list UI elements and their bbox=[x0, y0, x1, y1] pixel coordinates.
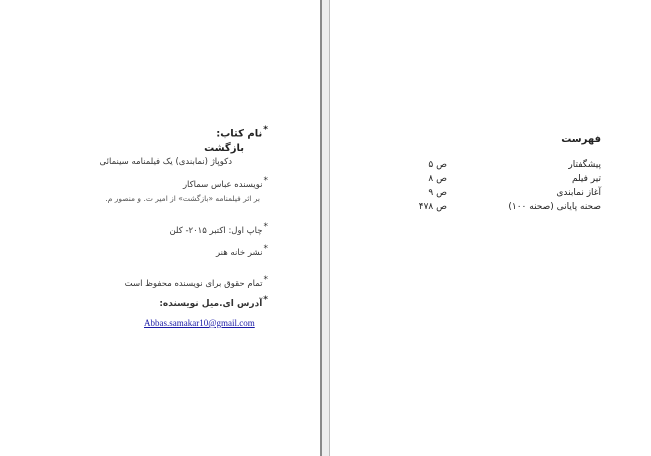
rights-line: *تمام حقوق برای نویسنده محفوظ است bbox=[124, 275, 268, 289]
toc-title: فهرست bbox=[561, 134, 601, 145]
email-label: *آدرس ای.میل نویسنده: bbox=[159, 295, 268, 309]
asterisk-mark: * bbox=[263, 176, 268, 186]
asterisk-mark: * bbox=[263, 275, 268, 285]
book-name-label: *نام کتاب: bbox=[216, 125, 268, 140]
author-email-link[interactable]: Abbas.samakar10@gmail.com bbox=[144, 318, 255, 328]
right-page bbox=[330, 0, 651, 456]
toc-item-label: صحنه پایانی (صحنه ۱۰۰) bbox=[508, 202, 601, 212]
asterisk-mark: * bbox=[263, 125, 268, 135]
toc-item-page: ص ۴۷۸ bbox=[418, 202, 447, 212]
left-page bbox=[0, 0, 320, 456]
toc-item-page: ص ۸ bbox=[428, 174, 447, 184]
toc-item-label: تیر فیلم bbox=[571, 174, 601, 184]
page-gutter bbox=[320, 0, 330, 456]
toc-item-label: آغاز نمابندی bbox=[556, 188, 601, 198]
toc-item-label: پیشگفتار bbox=[568, 160, 601, 170]
asterisk-mark: * bbox=[263, 222, 268, 232]
based-on-line: بر اثر فیلمنامه «بازگشت» از امیر ت. و منصور م. bbox=[105, 194, 260, 203]
asterisk-mark: * bbox=[263, 295, 268, 305]
book-subtitle: دکوپاژ (نمابندی) یک فیلمنامه سینمائی bbox=[99, 157, 232, 167]
toc-item-page: ص ۵ bbox=[428, 160, 447, 170]
publisher-line: *نشر خانه هنر bbox=[215, 244, 268, 258]
first-print-line: *چاپ اول: اکتبر ۲۰۱۵- کلن bbox=[169, 222, 268, 236]
author-line: *نویسنده عباس سماکار bbox=[182, 176, 268, 190]
book-title: بازگشت bbox=[204, 143, 244, 154]
asterisk-mark: * bbox=[263, 244, 268, 254]
toc-item-page: ص ۹ bbox=[428, 188, 447, 198]
